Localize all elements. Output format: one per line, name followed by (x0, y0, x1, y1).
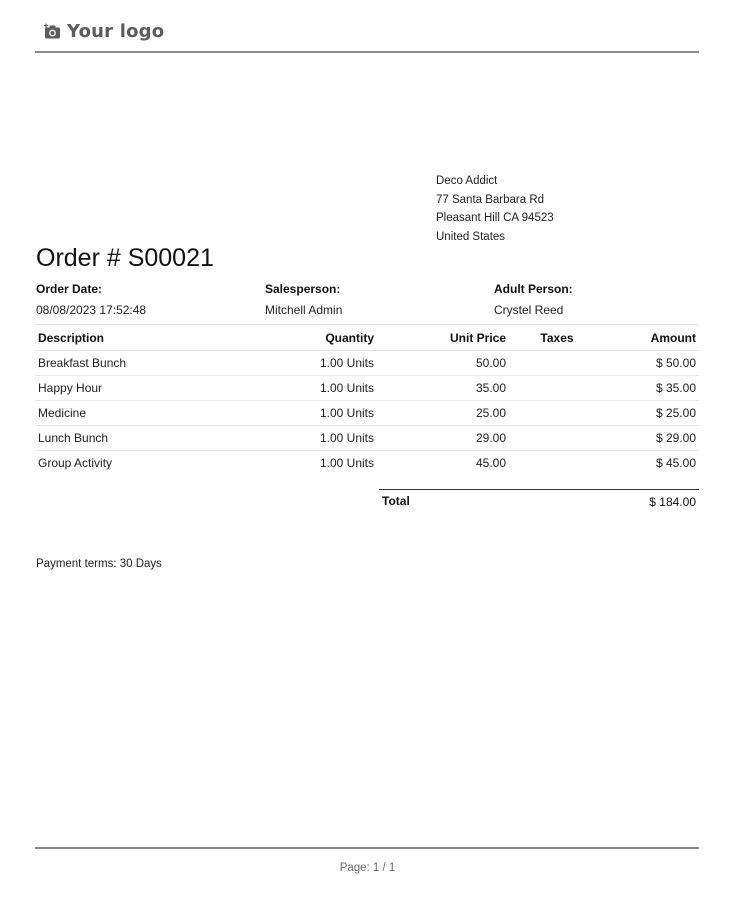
page-number: Page: 1 / 1 (339, 862, 396, 874)
line-taxes (509, 401, 605, 426)
line-quantity: 1.00 Units (319, 456, 374, 470)
order-lines-table (35, 324, 699, 475)
line-quantity: 1.00 Units (256, 426, 377, 451)
column-header-description: Description (35, 325, 256, 351)
line-unit-price: 45.00 (475, 456, 506, 470)
table-row (35, 451, 699, 476)
line-unit-price: 25.00 (377, 401, 509, 426)
line-taxes (509, 426, 605, 451)
logo-text: Your logo (67, 21, 165, 42)
line-taxes (509, 376, 605, 401)
line-amount: $ 35.00 (605, 376, 699, 401)
salesperson-block (265, 281, 342, 320)
order-date-label: Order Date: (36, 282, 103, 296)
order-date-block (36, 281, 146, 320)
line-amount: $ 45.00 (655, 456, 696, 470)
salesperson-label: Salesperson: (265, 282, 341, 296)
column-header-amount: Amount (605, 325, 699, 351)
line-amount: $ 50.00 (605, 351, 699, 376)
line-unit-price: 35.00 (377, 376, 509, 401)
line-amount: $ 25.00 (605, 401, 699, 426)
table-row (35, 351, 699, 376)
customer-address (436, 172, 554, 246)
payment-terms: Payment terms: 30 Days (36, 558, 162, 570)
line-quantity: 1.00 Units (256, 401, 377, 426)
line-unit-price: 29.00 (377, 426, 509, 451)
report-header (35, 18, 699, 53)
customer-city: Pleasant Hill CA 94523 (436, 212, 554, 225)
column-header-quantity: Quantity (256, 325, 377, 351)
line-description: Group Activity (38, 456, 113, 470)
line-unit-price: 50.00 (377, 351, 509, 376)
line-amount: $ 29.00 (605, 426, 699, 451)
camera-icon (44, 23, 61, 40)
table-header-row (35, 325, 699, 351)
order-title: Order # S00021 (36, 244, 214, 272)
footer-divider (35, 847, 699, 849)
line-description: Medicine (35, 401, 256, 426)
adult-person-block (494, 281, 573, 320)
company-logo (44, 21, 164, 42)
total-label: Total (382, 494, 410, 508)
line-taxes (509, 351, 605, 376)
line-description: Lunch Bunch (35, 426, 256, 451)
line-quantity: 1.00 Units (256, 351, 377, 376)
table-row (35, 376, 699, 401)
customer-country: United States (436, 230, 506, 243)
line-quantity: 1.00 Units (256, 376, 377, 401)
column-header-taxes: Taxes (509, 325, 605, 351)
salesperson-value: Mitchell Admin (265, 303, 343, 317)
total-value: $ 184.00 (649, 495, 696, 509)
customer-name: Deco Addict (436, 175, 498, 187)
total-row (379, 489, 699, 514)
adult-person-value: Crystel Reed (494, 303, 564, 317)
order-date-value: 08/08/2023 17:52:48 (36, 303, 147, 317)
column-header-unit-price: Unit Price (377, 325, 509, 351)
line-taxes (509, 451, 605, 476)
customer-street: 77 Santa Barbara Rd (436, 193, 545, 206)
line-description: Breakfast Bunch (35, 351, 256, 376)
table-row (35, 426, 699, 451)
adult-person-label: Adult Person: (494, 282, 573, 296)
line-description: Happy Hour (35, 376, 256, 401)
table-row (35, 401, 699, 426)
